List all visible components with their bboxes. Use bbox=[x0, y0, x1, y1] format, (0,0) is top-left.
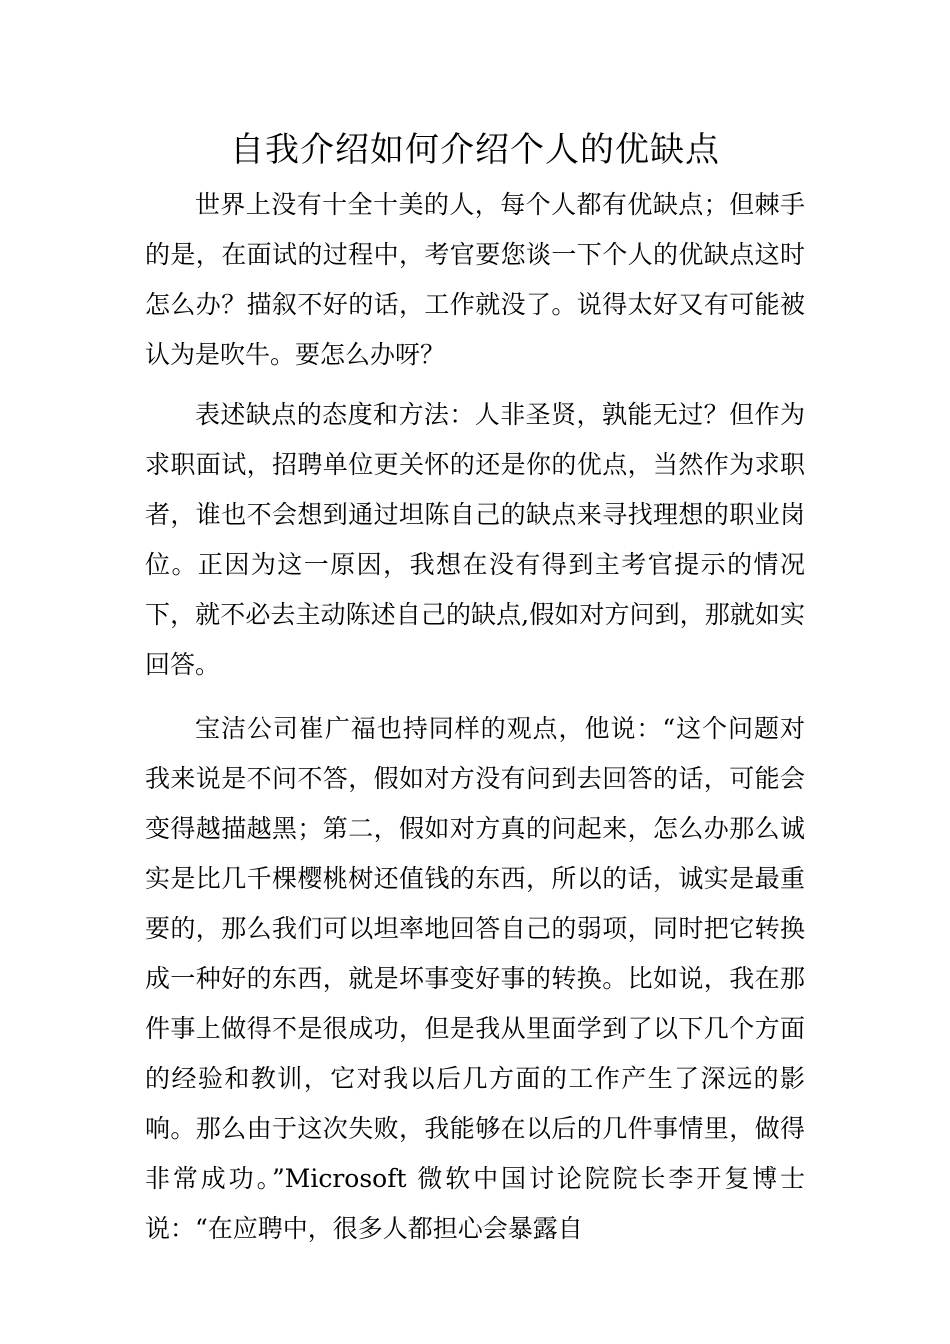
paragraph-expert-quotes: 宝洁公司崔广福也持同样的观点，他说：“这个问题对我来说是不问不答，假如对方没有问到去回答的话，可能会变得越描越黑；第二，假如对方真的问起来，怎么办那么诚实是比几千棵樱桃树还值钱的东西，所以的话，诚实是最重要的，那么我们可以坦率地回答自己的弱项，同时把它转换成一种好的东西，就是坏事变好事的转换。比如说，我在那件事上做得不是很成功，但是我从里面学到了以下几个方面的经验和教训，它对我以后几方面的工作产生了深远的影响。那么由于这次失败，我能够在以后的几件事情里，做得非常成功。”Microsoft 微软中国讨论院院长李开复博士说：“在应聘中，很多人都担心会暴露自 bbox=[145, 714, 805, 1243]
paragraph-attitude-method: 表述缺点的态度和方法：人非圣贤，孰能无过？但作为求职面试，招聘单位更关怀的还是你的优点，当然作为求职者，谁也不会想到通过坦陈自己的缺点来寻找理想的职业岗位。正因为这一原因，我想在没有得到主考官提示的情况下，就不必去主动陈述自己的缺点,假如对方问到，那就如实回答。 bbox=[145, 400, 805, 679]
document-title: 自我介绍如何介绍个人的优缺点 bbox=[230, 130, 720, 170]
paragraph-intro: 世界上没有十全十美的人，每个人都有优缺点；但棘手的是，在面试的过程中，考官要您谈一下个人的优缺点这时怎么办？描叙不好的话，工作就没了。说得太好又有可能被认为是吹牛。要怎么办呀？ bbox=[145, 190, 805, 369]
document-body bbox=[145, 128, 805, 1254]
